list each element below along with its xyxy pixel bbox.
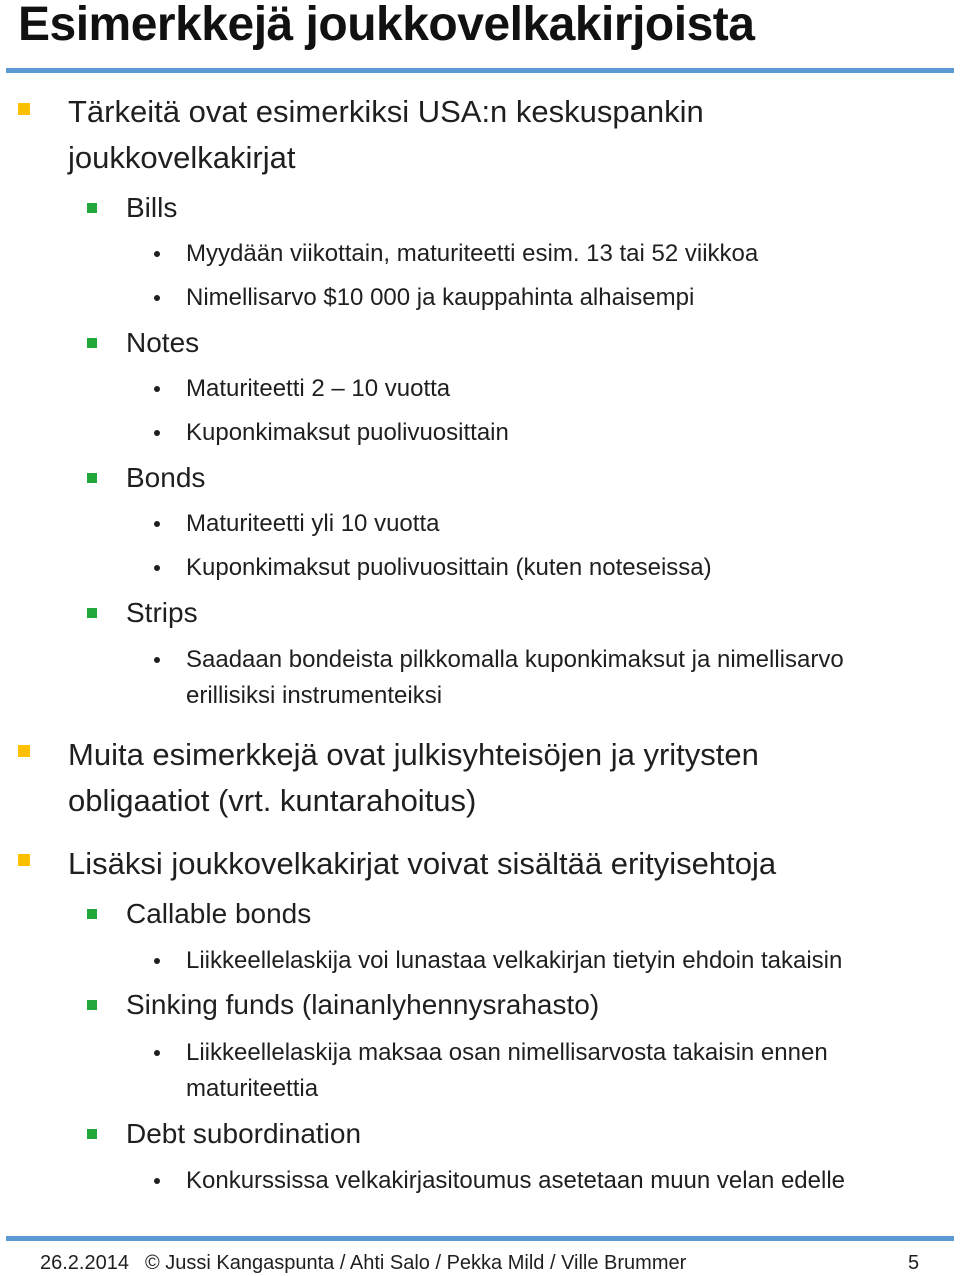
bullet-text: obligaatiot (vrt. kuntarahoitus) [68,783,477,818]
sub-bullet-label: Sinking funds (lainanlyhennysrahasto) [126,989,600,1020]
dot-bullet-icon [154,430,160,436]
bullet-text: Lisäksi joukkovelkakirjat voivat sisältää erityisehtoja [68,846,777,881]
detail-text: maturiteettia [186,1075,319,1102]
square-bullet-icon [87,608,97,618]
sub-bullet-label: Notes [126,327,200,358]
square-bullet-icon [87,473,97,483]
detail-text: Nimellisarvo $10 000 ja kauppahinta alhaisempi [186,284,695,311]
sub-bullet-label: Bonds [126,462,206,493]
detail-text: Kuponkimaksut puolivuosittain [186,419,509,446]
footer-divider [6,1236,954,1241]
dot-bullet-icon [154,295,160,301]
detail-text: Maturiteetti 2 – 10 vuotta [186,375,451,402]
sub-bullet-label: Debt subordination [126,1118,362,1149]
bullet-text: joukkovelkakirjat [68,140,296,175]
square-bullet-icon [87,909,97,919]
detail-text: Maturiteetti yli 10 vuotta [186,510,440,537]
footer-date: 26.2.2014 [40,1252,129,1274]
square-bullet-icon [87,203,97,213]
dot-bullet-icon [154,386,160,392]
dot-bullet-icon [154,251,160,257]
square-bullet-icon [18,103,30,115]
footer-authors: © Jussi Kangaspunta / Ahti Salo / Pekka Mild / Ville Brummer [145,1252,687,1274]
sub-bullet-label: Bills [126,192,178,223]
square-bullet-icon [87,1000,97,1010]
dot-bullet-icon [154,521,160,527]
square-bullet-icon [18,854,30,866]
dot-bullet-icon [154,1178,160,1184]
bullet-text: Muita esimerkkejä ovat julkisyhteisöjen ja yritysten [68,737,759,772]
dot-bullet-icon [154,565,160,571]
sub-bullet-label: Callable bonds [126,898,312,929]
dot-bullet-icon [154,657,160,663]
detail-text: Liikkeellelaskija voi lunastaa velkakirjan tietyin ehdoin takaisin [186,947,843,974]
square-bullet-icon [87,1129,97,1139]
detail-text: Saadaan bondeista pilkkomalla kuponkimaksut ja nimellisarvo [186,646,844,673]
detail-text: Kuponkimaksut puolivuosittain (kuten noteseissa) [186,554,712,581]
dot-bullet-icon [154,958,160,964]
square-bullet-icon [87,338,97,348]
square-bullet-icon [18,745,30,757]
detail-text: Konkurssissa velkakirjasitoumus asetetaan muun velan edelle [186,1167,846,1194]
detail-text: Liikkeellelaskija maksaa osan nimellisarvosta takaisin ennen [186,1039,828,1066]
dot-bullet-icon [154,1050,160,1056]
sub-bullet-label: Strips [126,597,198,628]
detail-text: erillisiksi instrumenteiksi [186,682,443,709]
page-number: 5 [908,1252,920,1274]
title-divider [6,68,954,73]
slide-title: Esimerkkejä joukkovelkakirjoista [18,0,755,51]
bullet-text: Tärkeitä ovat esimerkiksi USA:n keskuspankin [68,94,704,129]
detail-text: Myydään viikottain, maturiteetti esim. 13 tai 52 viikkoa [186,240,759,267]
